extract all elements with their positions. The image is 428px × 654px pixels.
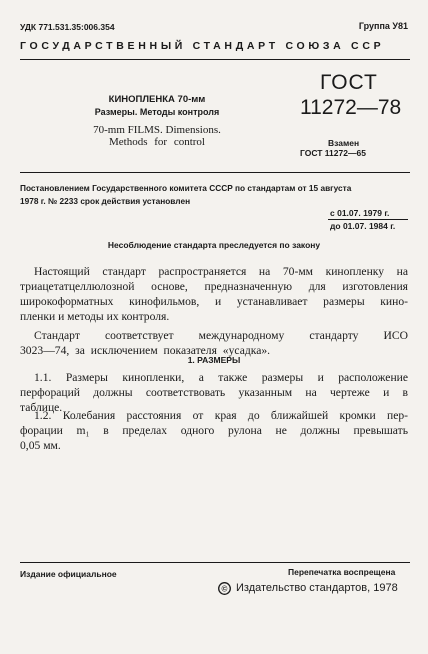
footer-divider bbox=[20, 562, 410, 563]
section-title: 1. РАЗМЕРЫ bbox=[187, 355, 241, 365]
replaces-label: Взамен bbox=[328, 138, 360, 148]
paragraph-1-1 bbox=[34, 370, 408, 385]
p11-line: перфораций должны соответствовать указанным на чертеже и в bbox=[20, 386, 408, 399]
official-edition: Издание официальное bbox=[20, 569, 117, 579]
title-divider bbox=[20, 172, 410, 173]
copyright-glyph: © bbox=[221, 584, 228, 594]
intro-line: Настоящий стандарт распространяется на 70-мм кинопленку на bbox=[34, 265, 408, 278]
iso-line: Стандарт соответствует международному стандарту ИСО bbox=[34, 329, 408, 342]
paragraph-1-2 bbox=[34, 408, 408, 423]
p11-line: таблице. bbox=[20, 401, 63, 414]
english-title-line2: Methods for control bbox=[109, 136, 205, 148]
english-title-line1: 70-mm FILMS. Dimensions. bbox=[93, 124, 221, 136]
law-notice: Несоблюдение стандарта преследуется по закону bbox=[107, 240, 321, 250]
date-underline bbox=[328, 219, 408, 220]
gost-label: ГОСТ bbox=[320, 71, 378, 94]
iso-line: 3023—74, за исключением показателя «усадка». bbox=[20, 344, 271, 357]
intro-paragraph-cont bbox=[20, 279, 408, 324]
p12-line: форации m₁ в пределах одного рулона не должны превышать bbox=[20, 424, 408, 437]
document-title: КИНОПЛЕНКА 70-мм bbox=[108, 94, 206, 105]
copyright-icon bbox=[218, 582, 231, 595]
replaces-value: ГОСТ 11272—65 bbox=[300, 148, 366, 158]
intro-line: триацетатцеллюлозной основе, предназначенную для изготовления bbox=[20, 280, 408, 293]
gost-number: 11272—78 bbox=[300, 96, 402, 119]
decree-line2: 1978 г. № 2233 срок действия установлен bbox=[20, 196, 191, 206]
udk-code: УДК 771.531.35:006.354 bbox=[20, 22, 115, 32]
standard-org-banner: ГОСУДАРСТВЕННЫЙ СТАНДАРТ СОЮЗА ССР bbox=[20, 40, 385, 52]
p12-line: 1.2. Колебания расстояния от края до ближайшей кромки пер- bbox=[34, 409, 408, 422]
group-code: Группа У81 bbox=[358, 21, 408, 31]
p11-line: 1.1. Размеры кинопленки, а также размеры и расположение bbox=[34, 371, 408, 384]
header-divider bbox=[20, 59, 410, 60]
decree-date-to: до 01.07. 1984 г. bbox=[330, 221, 396, 231]
iso-paragraph bbox=[34, 328, 408, 343]
paragraph-1-2-cont bbox=[20, 423, 408, 453]
intro-paragraph bbox=[34, 264, 408, 279]
decree-line1: Постановлением Государственного комитета СССР по стандартам от 15 августа bbox=[20, 183, 352, 193]
publisher: Издательство стандартов, 1978 bbox=[236, 582, 398, 594]
document-subtitle: Размеры. Методы контроля bbox=[94, 107, 220, 117]
reprint-prohibited: Перепечатка воспрещена bbox=[288, 567, 396, 577]
decree-date-from: с 01.07. 1979 г. bbox=[330, 208, 390, 218]
p12-line: 0,05 мм. bbox=[20, 439, 61, 452]
intro-line: пленки и методы их контроля. bbox=[20, 310, 170, 323]
intro-line: широкоформатных кинофильмов, и устанавливает размеры кино- bbox=[20, 295, 408, 308]
